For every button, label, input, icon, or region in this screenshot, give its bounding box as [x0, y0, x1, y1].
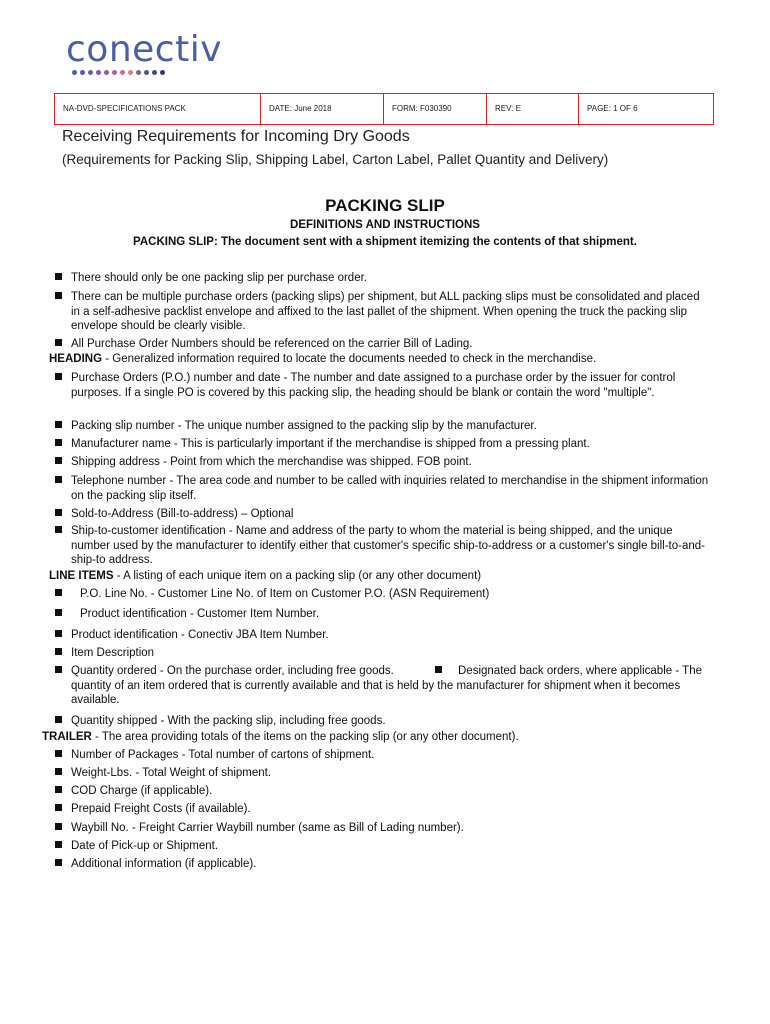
- heading-section-title: HEADING - Generalized information required to locate the documents needed to check in the merchandise.: [49, 353, 597, 365]
- bullet-icon: [55, 273, 62, 280]
- list-item: Ship-to-customer identification - Name and address of the party to whom the material is being shipped, and the unique number used by the manufacturer to identify either that customer's specific ship-to-address or a customer's single bill-to-and-ship-to address.: [71, 524, 711, 568]
- packing-slip-definition: PACKING SLIP: The document sent with a shipment itemizing the contents of that shipment.: [133, 236, 637, 248]
- bullet-icon: [55, 439, 62, 446]
- list-item: Shipping address - Point from which the merchandise was shipped. FOB point.: [71, 455, 711, 470]
- list-item: Product identification - Customer Item Number.: [80, 607, 710, 622]
- bullet-icon: [55, 373, 62, 380]
- definitions-heading: DEFINITIONS AND INSTRUCTIONS: [290, 219, 480, 231]
- list-item: Quantity ordered - On the purchase order, including free goods.: [71, 664, 436, 679]
- bullet-icon: [55, 292, 62, 299]
- document-header-table: [54, 93, 714, 125]
- header-rev: REV: E: [487, 94, 579, 124]
- bullet-icon: [55, 859, 62, 866]
- list-item: Sold-to-Address (Bill-to-address) – Optional: [71, 507, 711, 522]
- logo-dot: [80, 70, 85, 75]
- logo-dot: [104, 70, 109, 75]
- bullet-icon: [435, 666, 442, 673]
- bullet-icon: [55, 716, 62, 723]
- header-doc-id: NA-DVD-SPECIFICATIONS PACK: [55, 94, 261, 124]
- trailer-section-title: TRAILER - The area providing totals of the items on the packing slip (or any other document).: [42, 731, 519, 743]
- header-form: FORM: F030390: [384, 94, 487, 124]
- list-item: All Purchase Order Numbers should be referenced on the carrier Bill of Lading.: [71, 337, 711, 352]
- bullet-icon: [55, 476, 62, 483]
- logo-dot: [152, 70, 157, 75]
- list-item: P.O. Line No. - Customer Line No. of Item on Customer P.O. (ASN Requirement): [80, 587, 710, 602]
- conectiv-logo: [66, 29, 222, 75]
- logo-dot: [72, 70, 77, 75]
- list-item: COD Charge (if applicable).: [71, 784, 711, 799]
- header-date: DATE: June 2018: [261, 94, 384, 124]
- header-page: PAGE: 1 OF 6: [587, 104, 638, 113]
- list-item: There can be multiple purchase orders (packing slips) per shipment, but ALL packing slips must be consolidated and placed in a self-adhesive packlist envelope and affixed to the last pallet of the shipment. When opening the truck the packing slip envelope should be clearly visible.: [71, 290, 711, 334]
- list-item: Number of Packages - Total number of cartons of shipment.: [71, 748, 711, 763]
- logo-dot: [88, 70, 93, 75]
- logo-dot: [128, 70, 133, 75]
- list-item: There should only be one packing slip per purchase order.: [71, 271, 711, 286]
- bullet-icon: [55, 457, 62, 464]
- bullet-icon: [55, 609, 62, 616]
- document-title: Receiving Requirements for Incoming Dry Goods: [62, 128, 410, 145]
- list-item: Quantity shipped - With the packing slip, including free goods.: [71, 714, 711, 729]
- logo-dot: [144, 70, 149, 75]
- list-item: Prepaid Freight Costs (if available).: [71, 802, 711, 817]
- bullet-icon: [55, 648, 62, 655]
- bullet-icon: [55, 509, 62, 516]
- list-item: Telephone number - The area code and number to be called with inquiries related to merchandise in the shipment information on the packing slip itself.: [71, 474, 711, 503]
- list-item: Additional information (if applicable).: [71, 857, 711, 872]
- bullet-icon: [55, 630, 62, 637]
- list-item: Weight-Lbs. - Total Weight of shipment.: [71, 766, 711, 781]
- bullet-icon: [55, 823, 62, 830]
- logo-wordmark: conectiv: [66, 29, 222, 70]
- bullet-icon: [55, 526, 62, 533]
- document-subtitle: (Requirements for Packing Slip, Shipping Label, Carton Label, Pallet Quantity and Delivery): [62, 152, 609, 167]
- logo-dot: [96, 70, 101, 75]
- bullet-icon: [55, 589, 62, 596]
- bullet-icon: [55, 804, 62, 811]
- list-item: Waybill No. - Freight Carrier Waybill number (same as Bill of Lading number).: [71, 821, 711, 836]
- list-item: Product identification - Conectiv JBA Item Number.: [71, 628, 711, 643]
- bullet-icon: [55, 786, 62, 793]
- bullet-icon: [55, 666, 62, 673]
- list-item: Date of Pick-up or Shipment.: [71, 839, 711, 854]
- bullet-icon: [55, 750, 62, 757]
- line-items-section-title: LINE ITEMS - A listing of each unique item on a packing slip (or any other document): [49, 570, 482, 582]
- logo-dot: [160, 70, 165, 75]
- logo-dot: [112, 70, 117, 75]
- list-item: Item Description: [71, 646, 711, 661]
- list-item: Purchase Orders (P.O.) number and date - The number and date assigned to a purchase order by the issuer for control purposes. If a single PO is covered by this packing slip, the heading should be blank or contain the word "multiple".: [71, 371, 711, 400]
- logo-dots: [72, 70, 222, 75]
- bullet-icon: [55, 339, 62, 346]
- packing-slip-heading: PACKING SLIP: [325, 196, 445, 215]
- list-item: Designated back orders, where applicable - The quantity of an item ordered that is currently available and that is held by the manufacturer for shipment when it becomes available.: [71, 665, 702, 707]
- list-item: Manufacturer name - This is particularly important if the merchandise is shipped from a pressing plant.: [71, 437, 711, 452]
- bullet-icon: [55, 421, 62, 428]
- logo-dot: [120, 70, 125, 75]
- list-item: Packing slip number - The unique number assigned to the packing slip by the manufacturer.: [71, 419, 711, 434]
- bullet-icon: [55, 841, 62, 848]
- bullet-icon: [55, 768, 62, 775]
- logo-dot: [136, 70, 141, 75]
